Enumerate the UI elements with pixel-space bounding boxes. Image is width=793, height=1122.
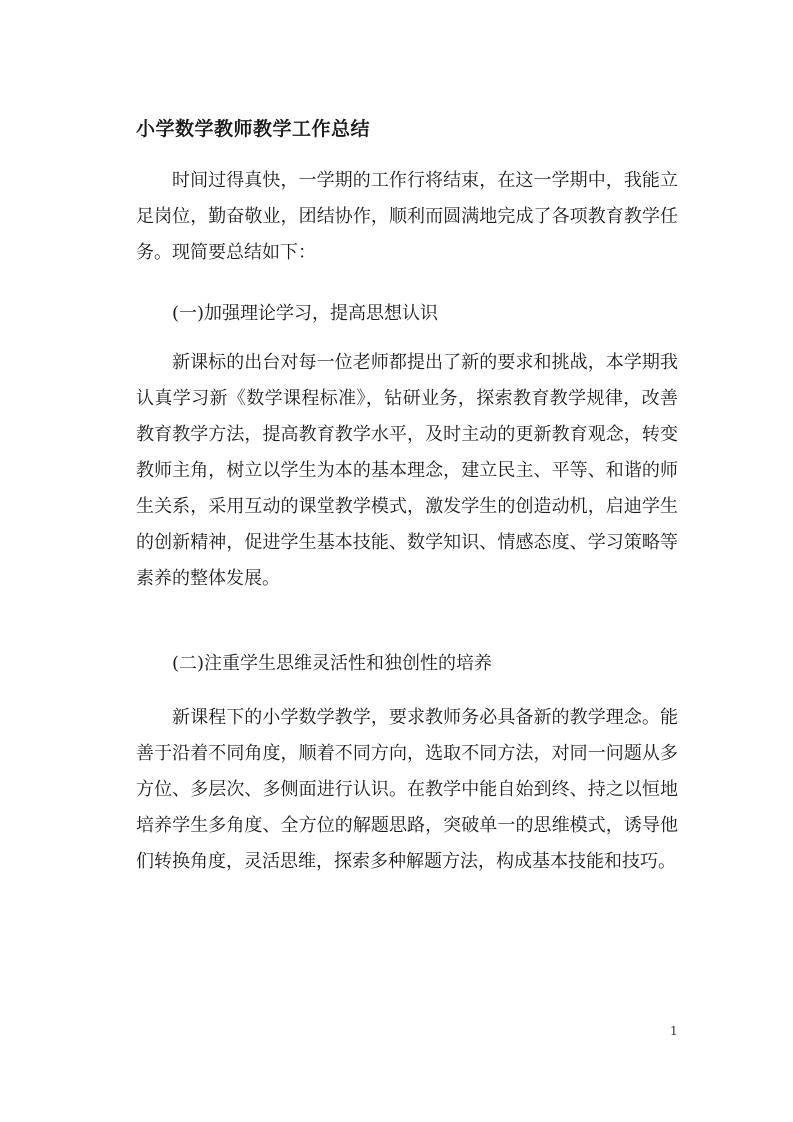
section-heading-1: (一)加强理论学习，提高思想认识 <box>172 303 439 324</box>
intro-paragraph: 时间过得真快，一学期的工作行将结束，在这一学期中，我能立足岗位，勤奋敬业，团结协作，顺利而圆满地完成了各项教育教学任务。现简要总结如下： <box>136 170 678 263</box>
section-paragraph-1: 新课标的出台对每一位老师都提出了新的要求和挑战，本学期我认真学习新《数学课程标准》，钻研业务，探索教育教学规律，改善教育教学方法，提高教育教学水平，及时主动的更新教育观念，转变教师主角，树立以学生为本的基本理念，建立民主、平等、和谐的师生关系，采用互动的课堂教学模式，激发学生的创造动机，启迪学生的创新精神，促进学生基本技能、数学知识、情感态度、学习策略等素养的整体发展。 <box>136 352 678 589</box>
section-heading-2: (二)注重学生思维灵活性和独创性的培养 <box>172 653 493 674</box>
page-number: 1 <box>670 1024 678 1038</box>
document-title: 小学数学教师教学工作总结 <box>136 118 371 140</box>
section-paragraph-2: 新课程下的小学数学教学，要求教师务必具备新的教学理念。能善于沿着不同角度，顺着不同方向，选取不同方法，对同一问题从多方位、多层次、多侧面进行认识。在教学中能自始到终、持之以恒地培养学生多角度、全方位的解题思路，突破单一的思维模式，诱导他们转换角度，灵活思维，探索多种解题方法，构成基本技能和技巧。 <box>136 707 678 872</box>
